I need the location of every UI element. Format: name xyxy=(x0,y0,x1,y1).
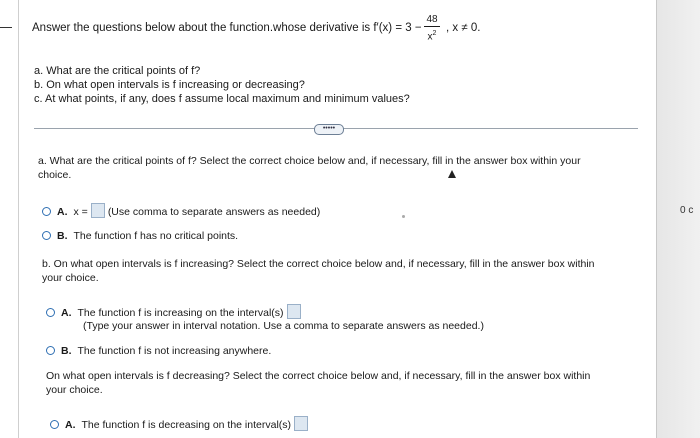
part-a-option-b-text: The function f has no critical points. xyxy=(73,230,239,242)
part-b-decreasing-option-a-letter: A. xyxy=(65,419,76,431)
part-a-option-b-radio[interactable] xyxy=(42,231,51,240)
increasing-interval-answer-box[interactable] xyxy=(287,304,301,319)
denominator-exponent: 2 xyxy=(432,30,437,37)
derivative-fraction xyxy=(424,14,440,42)
part-b-increasing-option-b-radio[interactable] xyxy=(46,346,55,355)
fraction-bar xyxy=(424,26,440,27)
part-b-decreasing-option-a-text: The function f is decreasing on the interval(s) xyxy=(81,419,292,431)
mouse-cursor-icon xyxy=(448,170,456,178)
question-part-a: a. What are the critical points of f? xyxy=(34,65,201,77)
part-b-decreasing-prompt-line1: On what open intervals is f decreasing? Select the correct choice below and, if necessary, fill in the answer box within xyxy=(46,370,591,382)
part-a-option-a-letter: A. xyxy=(57,206,68,218)
part-a-option-b-letter: B. xyxy=(57,230,68,242)
question-part-b: b. On what open intervals is f increasing or decreasing? xyxy=(34,79,305,91)
part-b-increasing-option-b-text: The function f is not increasing anywhere. xyxy=(77,345,272,357)
part-b-increasing-option-a-radio[interactable] xyxy=(46,308,55,317)
part-a-option-a-hint: (Use comma to separate answers as needed) xyxy=(107,206,321,218)
part-b-increasing-option-b-letter: B. xyxy=(61,345,72,357)
part-b-increasing-option-a-hint: (Type your answer in interval notation. Use a comma to separate answers as needed.) xyxy=(83,320,484,332)
part-a-prompt-line2: choice. xyxy=(38,169,72,181)
part-b-decreasing-option-a-radio[interactable] xyxy=(50,420,59,429)
part-b-increasing-option-b[interactable] xyxy=(46,343,271,359)
left-panel-border xyxy=(18,0,19,438)
decreasing-interval-answer-box[interactable] xyxy=(294,416,308,431)
expand-more-button[interactable]: ••••• xyxy=(314,124,344,135)
right-panel-text: 0 c xyxy=(680,205,694,216)
part-b-increasing-prompt-line1: b. On what open intervals is f increasing? Select the correct choice below and, if necessary, fill in the answer box within xyxy=(42,258,595,270)
part-b-increasing-prompt-line2: your choice. xyxy=(42,272,99,284)
part-a-option-a-prefix: x = xyxy=(73,206,88,218)
part-b-decreasing-prompt-line2: your choice. xyxy=(46,384,103,396)
question-parts-list xyxy=(34,64,410,106)
denominator-variable: x xyxy=(427,31,433,43)
critical-points-answer-box[interactable] xyxy=(91,203,105,218)
part-a-prompt-line1: a. What are the critical points of f? Select the correct choice below and, if necessary, fill in the answer box within your xyxy=(38,155,581,167)
part-a-option-b[interactable] xyxy=(42,228,238,244)
left-edge-dash xyxy=(0,27,12,28)
question-header: Answer the questions below about the function.whose derivative is f′(x) = 3 − xyxy=(32,22,422,34)
part-b-increasing-option-a-letter: A. xyxy=(61,307,72,319)
domain-condition: , x ≠ 0. xyxy=(446,22,481,34)
fraction-numerator: 48 xyxy=(426,14,438,25)
part-b-increasing-option-a-text: The function f is increasing on the interval(s) xyxy=(77,307,284,319)
fraction-denominator xyxy=(424,28,440,42)
question-part-c: c. At what points, if any, does f assume local maximum and minimum values? xyxy=(34,93,410,105)
part-a-option-a-radio[interactable] xyxy=(42,207,51,216)
part-b-decreasing-prompt xyxy=(46,369,646,397)
right-side-panel xyxy=(656,0,700,438)
part-b-decreasing-option-a[interactable] xyxy=(50,416,311,432)
part-a-prompt xyxy=(38,154,638,182)
part-b-increasing-prompt xyxy=(42,257,642,285)
stray-dot xyxy=(402,215,405,218)
part-a-option-a[interactable] xyxy=(42,203,320,219)
